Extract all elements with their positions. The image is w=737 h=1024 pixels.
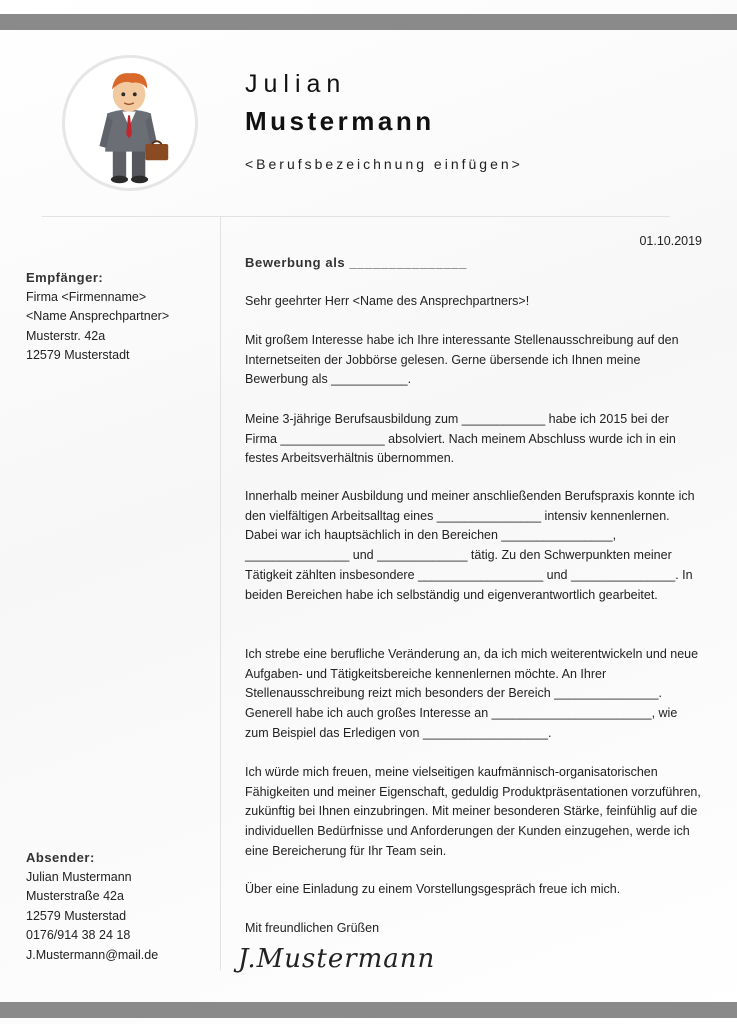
letter-date: 01.10.2019 xyxy=(639,234,702,248)
letter-paragraph: Ich strebe eine berufliche Veränderung an, da ich mich weiterentwickeln und neue Aufgaben- und Tätigkeitsbereiche kennenlernen möchte. An Ihrer Stellenausschreibung reizt mich besonders der Bereich _______________. Generell habe ich auch großes Interesse an _______________________, wie zum Beispiel das Erledigen von __________________. xyxy=(245,647,699,740)
header-first-name: Julian xyxy=(245,70,347,98)
top-decorative-bar xyxy=(0,14,737,30)
recipient-line: Musterstr. 42a xyxy=(26,328,106,343)
horizontal-divider xyxy=(42,216,670,217)
letter-closing: Mit freundlichen Grüßen xyxy=(245,921,380,935)
sender-line: 12579 Musterstad xyxy=(26,908,127,923)
vertical-divider xyxy=(220,216,221,970)
letter-paragraph: Über eine Einladung zu einem Vorstellungsgespräch freue ich mich. xyxy=(245,882,621,896)
sender-line: Musterstraße 42a xyxy=(26,889,124,903)
sender-line: J.Mustermann@mail.de xyxy=(26,947,159,962)
sender-block xyxy=(26,848,158,965)
handwritten-signature: J.Mustermann xyxy=(238,944,436,974)
header-last-name: Mustermann xyxy=(245,106,435,136)
sender-label: Absender: xyxy=(26,850,95,865)
letter-paragraph: Meine 3-jährige Berufsausbildung zum ____________ habe ich 2015 bei der Firma _______________ absolviert. Nach meinem Abschluss wurde ich in ein festes Arbeitsverhältnis übernommen. xyxy=(245,412,676,466)
recipient-line: <Name Ansprechpartner> xyxy=(26,309,170,323)
header-job-title: <Berufsbezeichnung einfügen> xyxy=(245,156,523,172)
businessman-illustration-icon xyxy=(65,58,195,188)
recipient-block xyxy=(26,268,169,366)
recipient-line: Firma <Firmenname> xyxy=(26,289,147,304)
letter-greeting: Sehr geehrter Herr <Name des Ansprechpartners>! xyxy=(245,294,530,308)
recipient-line: 12579 Musterstadt xyxy=(26,348,130,362)
letter-subject: Bewerbung als _______________ xyxy=(245,255,467,270)
sender-line: Julian Mustermann xyxy=(26,869,132,884)
recipient-label: Empfänger: xyxy=(26,270,104,285)
letter-paragraph: Innerhalb meiner Ausbildung und meiner anschließenden Berufspraxis konnte ich den vielfältigen Arbeitsalltag eines _______________ intensiv kennenlernen. Dabei war ich hauptsächlich in den Bereichen ________________, _______________ und _____________ tätig. Zu den Schwerpunkten meiner Tätigkeit zählten insbesondere __________________ und _______________. In beiden Bereichen habe ich selbständig und eigenverantwortlich gearbeitet. xyxy=(245,489,695,602)
letter-paragraph: Ich würde mich freuen, meine vielseitigen kaufmännisch-organisatorischen Fähigkeiten und meiner Eigenschaft, geduldig Produktpräsentationen vorzuführen, zukünftig bei Ihnen einzubringen. Mit meiner besonderen Stärke, feinfühlig auf die individuellen Bedürfnisse und Anforderungen der Kunden einzugehen, werde ich eine Bereicherung für Ihr Team sein. xyxy=(245,765,701,858)
avatar xyxy=(62,55,198,191)
bottom-decorative-bar xyxy=(0,1002,737,1018)
letter-paragraph: Mit großem Interesse habe ich Ihre interessante Stellenausschreibung auf den Internetseiten der Jobbörse gelesen. Gerne übersende ich Ihnen meine Bewerbung als ___________. xyxy=(245,333,679,387)
sender-line: 0176/914 38 24 18 xyxy=(26,928,131,942)
